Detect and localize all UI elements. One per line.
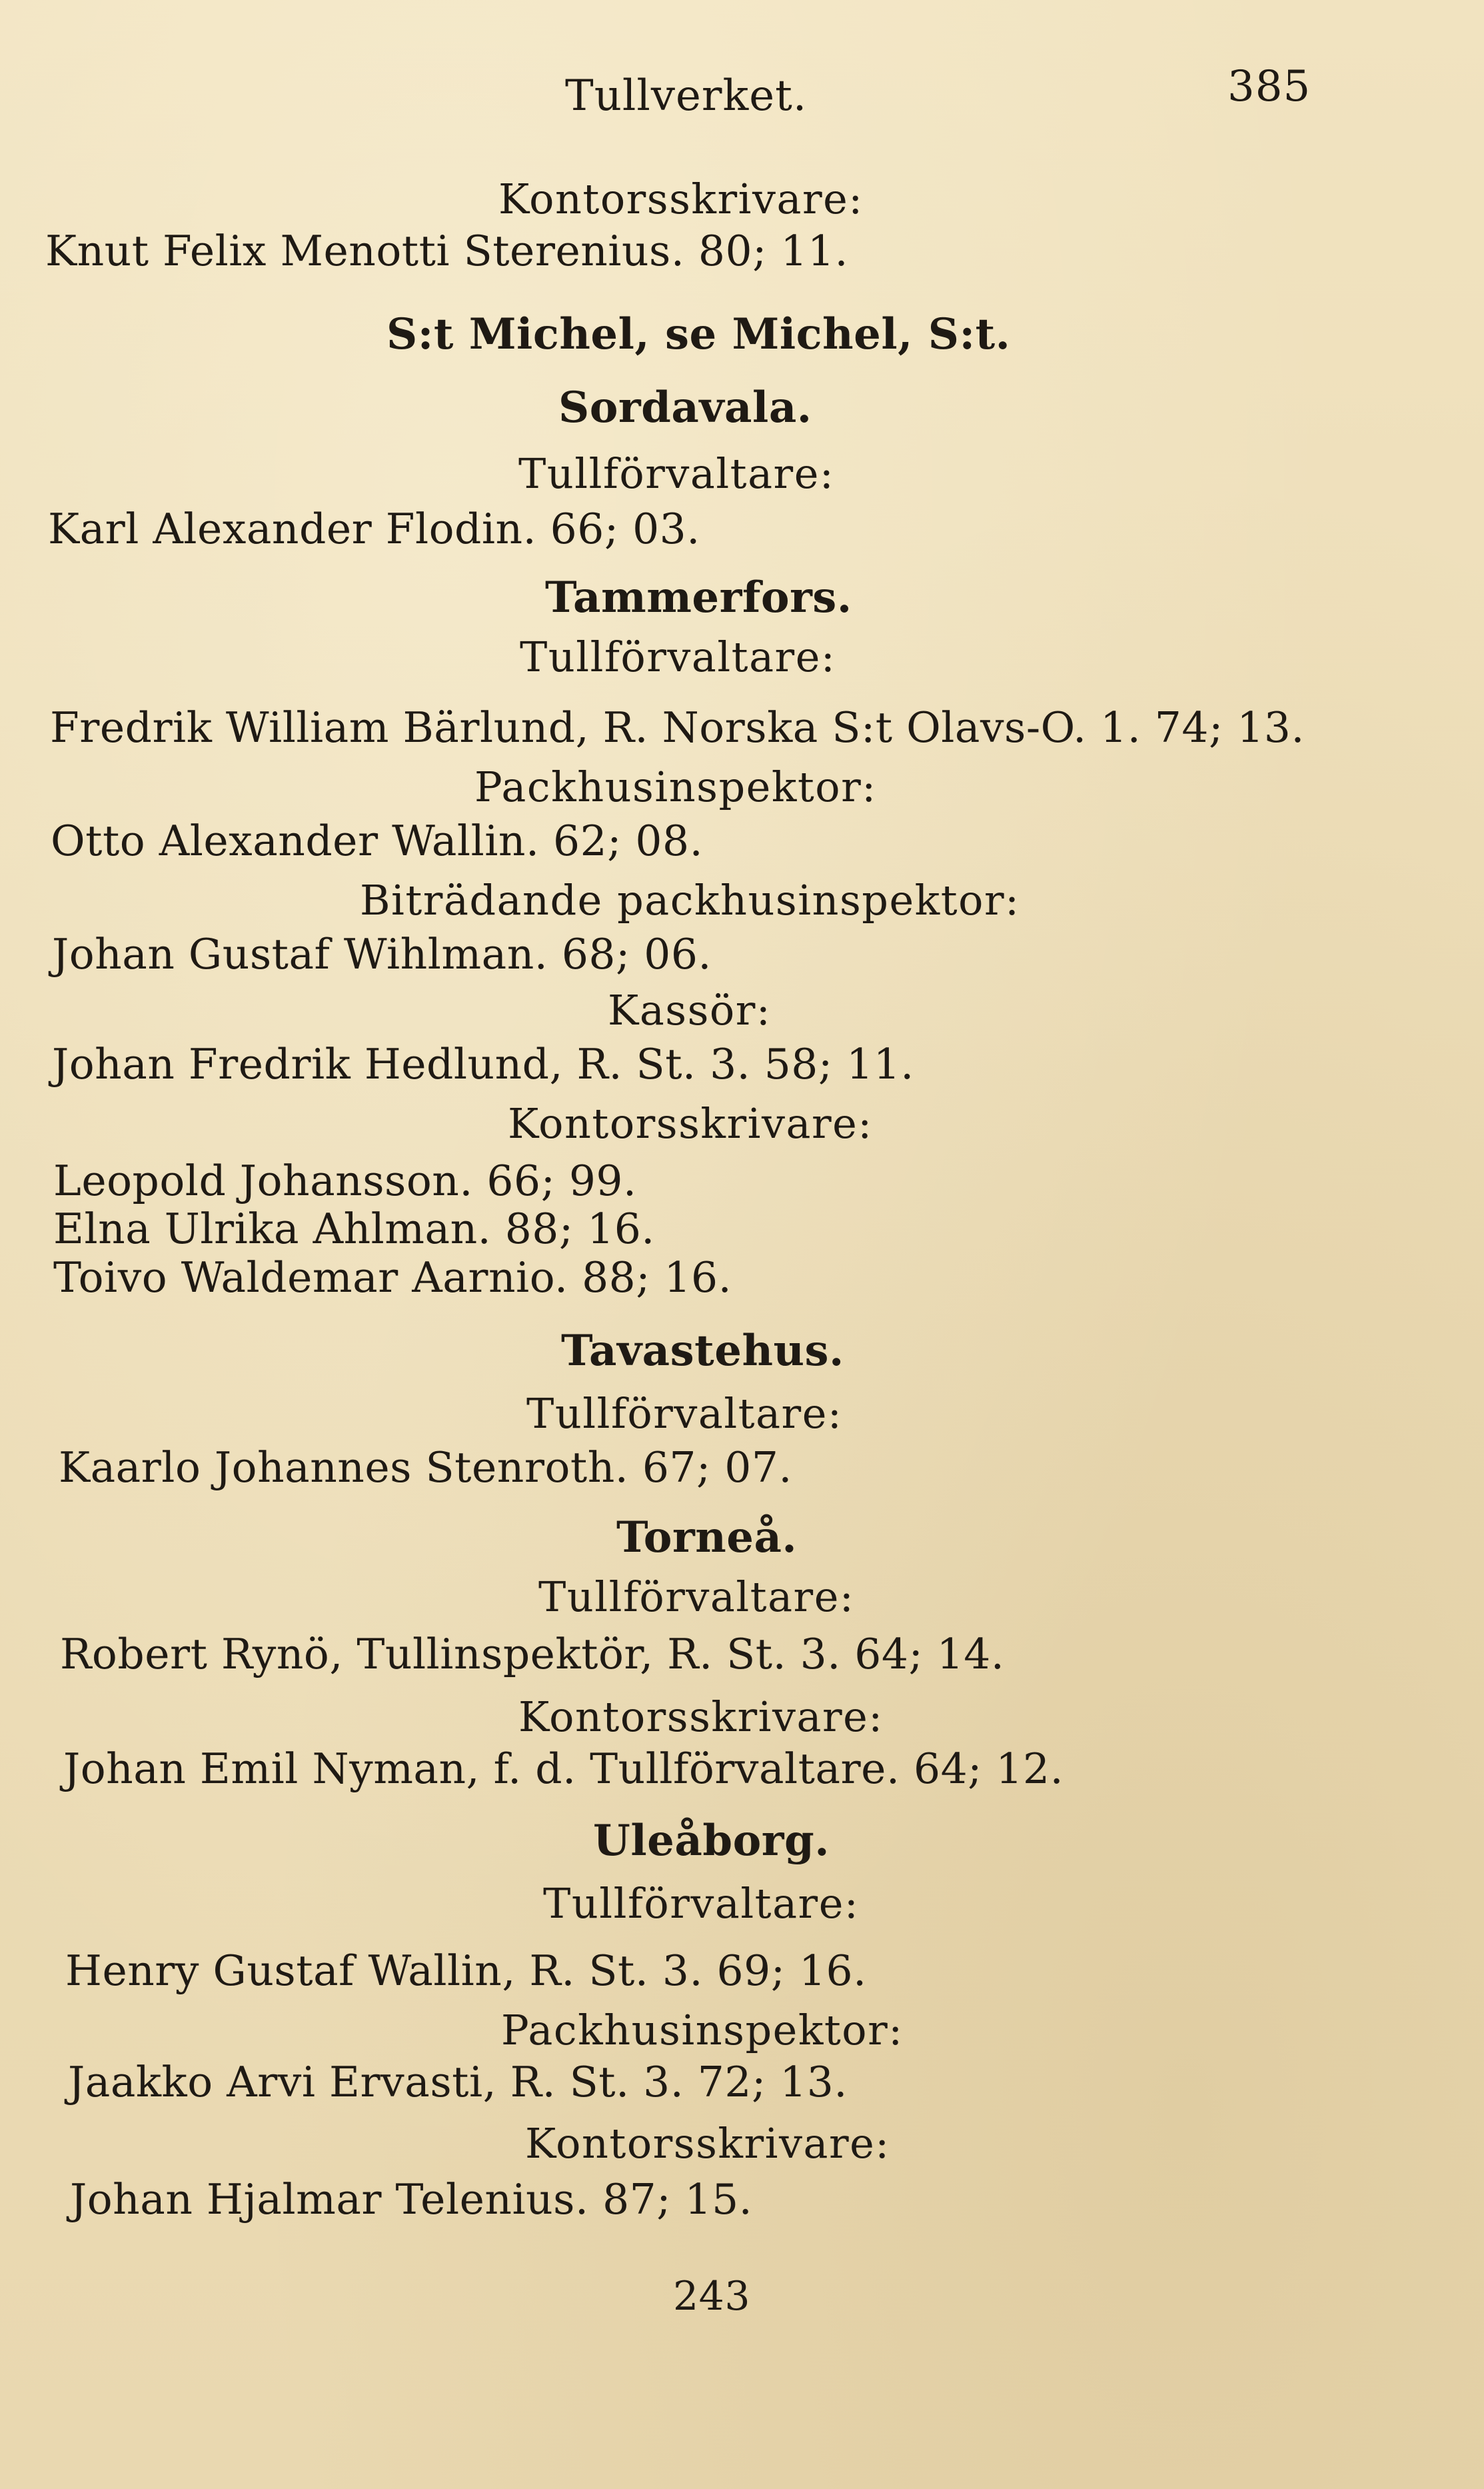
person-entry: Kaarlo Johannes Stenroth. 67; 07.: [59, 1443, 792, 1492]
place-heading: Torneå.: [616, 1512, 798, 1562]
role-heading: Packhusinspektor:: [501, 2006, 904, 2054]
role-heading: Tullförvaltare:: [526, 1389, 843, 1438]
role-heading: Tullförvaltare:: [520, 633, 836, 681]
role-heading: Tullförvaltare:: [538, 1572, 855, 1621]
person-entry: Karl Alexander Flodin. 66; 03.: [48, 505, 700, 553]
person-entry: Otto Alexander Wallin. 62; 08.: [51, 817, 704, 865]
role-heading: Packhusinspektor:: [474, 763, 877, 811]
page-number: 385: [1227, 62, 1311, 111]
place-heading: S:t Michel, se Michel, S:t.: [386, 309, 1011, 359]
place-heading: Tavastehus.: [561, 1326, 844, 1376]
role-heading: Tullförvaltare:: [543, 1879, 860, 1928]
role-heading: Kassör:: [608, 986, 772, 1035]
person-entry: Johan Hjalmar Telenius. 87; 15.: [70, 2175, 753, 2224]
person-entry: Johan Emil Nyman, f. d. Tullförvaltare. 64; 12.: [63, 1744, 1064, 1793]
person-entry: Toivo Waldemar Aarnio. 88; 16.: [53, 1253, 732, 1302]
person-entry: Knut Felix Menotti Sterenius. 80; 11.: [45, 227, 849, 275]
role-heading: Biträdande packhusinspektor:: [360, 876, 1020, 925]
role-heading: Kontorsskrivare:: [518, 1692, 884, 1741]
place-heading: Sordavala.: [558, 383, 812, 433]
person-entry: Elna Ulrika Ahlman. 88; 16.: [53, 1205, 655, 1253]
signature-mark: 243: [673, 2273, 751, 2320]
place-heading: Uleåborg.: [593, 1816, 830, 1866]
person-entry: Robert Rynö, Tullinspektör, R. St. 3. 64; 14.: [60, 1630, 1005, 1678]
person-entry: Leopold Johansson. 66; 99.: [53, 1157, 637, 1205]
role-heading: Kontorsskrivare:: [525, 2119, 890, 2168]
role-heading: Tullförvaltare:: [518, 449, 835, 498]
running-title: Tullverket.: [565, 71, 808, 121]
role-heading: Kontorsskrivare:: [498, 175, 864, 223]
person-entry: Johan Gustaf Wihlman. 68; 06.: [52, 930, 712, 979]
person-entry: Johan Fredrik Hedlund, R. St. 3. 58; 11.: [52, 1040, 914, 1089]
role-heading: Kontorsskrivare:: [508, 1099, 873, 1148]
place-heading: Tammerfors.: [545, 573, 852, 623]
person-entry: Fredrik William Bärlund, R. Norska S:t Olavs-O. 1. 74; 13.: [50, 703, 1305, 752]
person-entry: Henry Gustaf Wallin, R. St. 3. 69; 16.: [65, 1946, 867, 1995]
person-entry: Jaakko Arvi Ervasti, R. St. 3. 72; 13.: [68, 2058, 848, 2106]
